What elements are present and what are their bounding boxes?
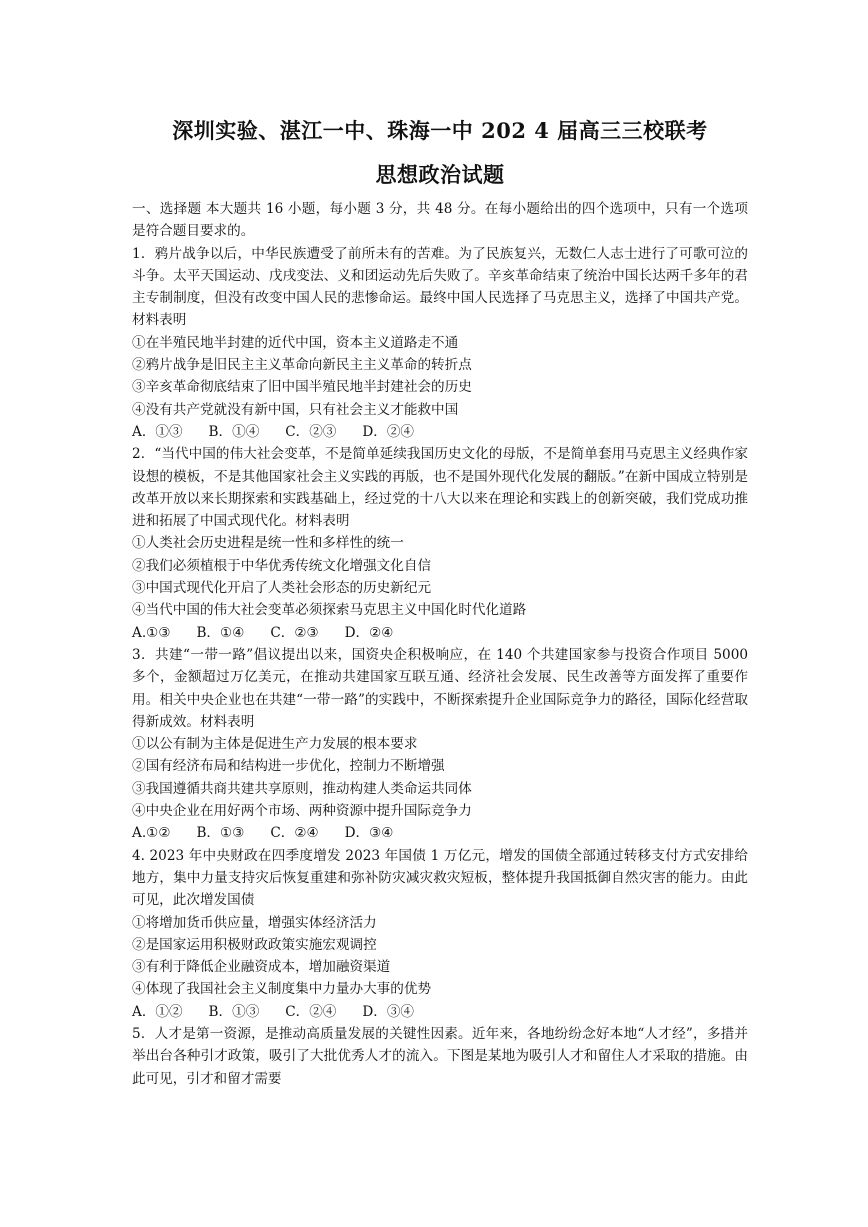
exam-subtitle: 思想政治试题 xyxy=(375,162,505,187)
question-option: ①将增加货币供应量，增强实体经济活力 xyxy=(132,914,377,931)
answer-choices: A．①③ B．①④ C．②③ D．②④ xyxy=(132,423,415,440)
question-2 xyxy=(132,443,748,644)
question-option: ④体现了我国社会主义制度集中力量办大事的优势 xyxy=(132,981,432,998)
question-stem: 2．“当代中国的伟大社会变革，不是简单延续我国历史文化的母版，不是简单套用马克思主义经典作家设想的模板，不是其他国家社会主义实践的再版，也不是国外现代化发展的翻版。”在新中国成立特别是改革开放以来长期探索和实践基础上，经过党的十八大以来在理论和实践上的创新突破，我们党成功推进和拓展了中国式现代化。材料表明 xyxy=(132,446,748,530)
question-option: ③辛亥革命彻底结束了旧中国半殖民地半封建社会的历史 xyxy=(132,379,472,396)
question-5 xyxy=(132,1023,748,1090)
question-option: ④没有共产党就没有新中国，只有社会主义才能救中国 xyxy=(132,401,459,418)
question-option: ①在半殖民地半封建的近代中国，资本主义道路走不通 xyxy=(132,334,459,351)
answer-choices: A.①③ B．①④ C．②③ D．②④ xyxy=(132,624,394,641)
question-option: ①以公有制为主体是促进生产力发展的根本要求 xyxy=(132,736,418,753)
section-intro: 一、选择题 本大题共 16 小题，每小题 3 分，共 48 分。在每小题给出的四个选项中，只有一个选项是符合题目要求的。 xyxy=(132,201,748,240)
question-option: ②鸦片战争是旧民主主义革命向新民主主义革命的转折点 xyxy=(132,357,472,374)
question-option: ④中央企业在用好两个市场、两种资源中提升国际竞争力 xyxy=(132,803,472,820)
exam-body xyxy=(132,198,748,1090)
question-stem: 3．共建“一带一路”倡议提出以来，国资央企积极响应，在 140 个共建国家参与投资合作项目 5000 多个，金额超过万亿美元，在推动共建国家互联互通、经济社会发展、民生改善等方面发挥了重要作用。相关中央企业也在共建“一带一路”的实践中，不断探索提升企业国际竞争力的路径，国际化经营取得新成效。材料表明 xyxy=(132,646,748,730)
question-option: ④当代中国的伟大社会变革必须探索马克思主义中国化时代化道路 xyxy=(132,602,527,619)
question-3 xyxy=(132,644,748,845)
exam-title: 深圳实验、湛江一中、珠海一中 202 4 届高三三校联考 xyxy=(172,118,708,143)
question-stem: 1．鸦片战争以后，中华民族遭受了前所未有的苦难。为了民族复兴，无数仁人志士进行了可歌可泣的斗争。太平天国运动、戊戌变法、义和团运动先后失败了。辛亥革命结束了统治中国长达两千多年的君主专制制度，但没有改变中国人民的悲惨命运。最终中国人民选择了马克思主义，选择了中国共产党。材料表明 xyxy=(132,245,748,329)
question-option: ③中国式现代化开启了人类社会形态的历史新纪元 xyxy=(132,580,432,597)
question-option: ①人类社会历史进程是统一性和多样性的统一 xyxy=(132,535,404,552)
answer-choices: A.①② B．①③ C．②④ D．③④ xyxy=(132,825,394,842)
question-option: ②我们必须植根于中华优秀传统文化增强文化自信 xyxy=(132,557,432,574)
question-option: ②是国家运用积极财政政策实施宏观调控 xyxy=(132,936,377,953)
question-stem: 5．人才是第一资源，是推动高质量发展的关键性因素。近年来，各地纷纷念好本地“人才经”，多措并举出台各种引才政策，吸引了大批优秀人才的流入。下图是某地为吸引人才和留住人才采取的措施。由此可见，引才和留才需要 xyxy=(132,1025,748,1087)
question-option: ③我国遵循共商共建共享原则，推动构建人类命运共同体 xyxy=(132,780,472,797)
answer-choices: A．①② B．①③ C．②④ D．③④ xyxy=(132,1003,415,1020)
question-option: ②国有经济布局和结构进一步优化，控制力不断增强 xyxy=(132,758,445,775)
question-stem: 4. 2023 年中央财政在四季度增发 2023 年国债 1 万亿元，增发的国债全部通过转移支付方式安排给地方，集中力量支持灾后恢复重建和弥补防灾减灾救灾短板，整体提升我国抵御自然灾害的能力。由此可见，此次增发国债 xyxy=(132,847,748,909)
question-option: ③有利于降低企业融资成本，增加融资渠道 xyxy=(132,959,391,976)
question-1 xyxy=(132,243,748,444)
question-4 xyxy=(132,845,748,1023)
